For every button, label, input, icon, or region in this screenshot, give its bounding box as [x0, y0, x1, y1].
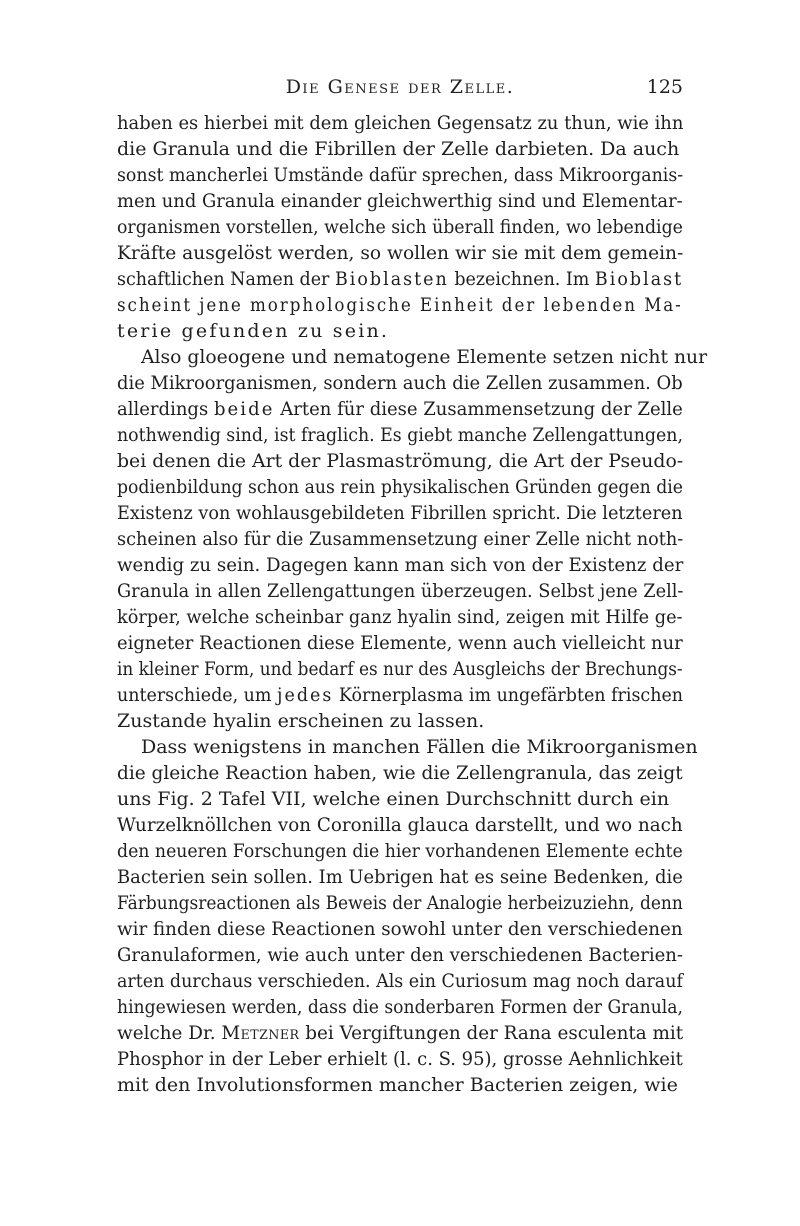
text-line: Wurzelknöllchen von Coronilla glauca darstellt, und wo nach [117, 814, 683, 836]
text-line: scheinen also für die Zusammensetzung einer Zelle nicht noth- [117, 528, 684, 550]
text-line: wendig zu sein. Dagegen kann man sich von der Existenz der [117, 554, 684, 576]
text-line: Zustande hyalin erscheinen zu lassen. [117, 710, 485, 732]
text-line: Phosphor in der Leber erhielt (l. c. S. 95), grosse Aehnlichkeit [117, 1048, 683, 1070]
text-line: die Granula und die Fibrillen der Zelle darbieten. Da auch [117, 138, 680, 160]
text-line: schaftlichen Namen der Bioblasten bezeichnen. Im Bioblast [117, 268, 684, 290]
text-line: nothwendig sind, ist fraglich. Es giebt manche Zellengattungen, [117, 424, 683, 446]
text-line: Bacterien sein sollen. Im Uebrigen hat es seine Bedenken, die [117, 866, 683, 888]
text-line: sonst mancherlei Umstände dafür sprechen, dass Mikroorganis- [117, 164, 684, 186]
spaced-term: beide [213, 398, 275, 420]
spaced-term: Bioblasten [334, 268, 449, 290]
author-name: Metzner [221, 1022, 300, 1044]
text-line: körper, welche scheinbar ganz hyalin sind, zeigen mit Hilfe ge- [117, 606, 683, 628]
text-line: unterschiede, um jedes Körnerplasma im ungefärbten frischen [117, 684, 684, 706]
paragraph-first-line: Dass wenigstens in manchen Fällen die Mikroorganismen [141, 736, 698, 758]
text-line: arten durchaus verschieden. Als ein Curiosum mag noch darauf [117, 970, 683, 992]
text-line: scheint jene morphologische Einheit der lebenden Ma- [117, 294, 683, 316]
text-line: mit den Involutionsformen mancher Bacterien zeigen, wie [117, 1074, 678, 1096]
text-line: uns Fig. 2 Tafel VII, welche einen Durchschnitt durch ein [117, 788, 670, 810]
text-line: Granulaformen, wie auch unter den verschiedenen Bacterien- [117, 944, 683, 966]
text-line: die gleiche Reaction haben, wie die Zellengranula, das zeigt [117, 762, 683, 784]
text-line: eigneter Reactionen diese Elemente, wenn auch vielleicht nur [117, 632, 683, 654]
text-line: allerdings beide Arten für diese Zusammensetzung der Zelle [117, 398, 683, 420]
text-line: Färbungsreactionen als Beweis der Analogie herbeizuziehn, denn [117, 892, 683, 914]
text-line: podienbildung schon aus rein physikalischen Gründen gegen die [117, 476, 683, 498]
text-line: hingewiesen werden, dass die sonderbaren Formen der Granula, [117, 996, 683, 1018]
text-line: bei denen die Art der Plasmaströmung, die Art der Pseudo- [117, 450, 684, 472]
text-line: welche Dr. Metzner bei Vergiftungen der Rana esculenta mit [117, 1022, 684, 1044]
text-line: Existenz von wohlausgebildeten Fibrillen spricht. Die letzteren [117, 502, 683, 524]
text-line: organismen vorstellen, welche sich überall finden, wo lebendige [117, 216, 683, 238]
text-line: die Mikroorganismen, sondern auch die Zellen zusammen. Ob [117, 372, 683, 394]
text-line: haben es hierbei mit dem gleichen Gegensatz zu thun, wie ihn [117, 112, 684, 134]
paragraph-first-line: Also gloeogene und nematogene Elemente setzen nicht nur [141, 346, 708, 368]
text-line: Kräfte ausgelöst werden, so wollen wir sie mit dem gemein- [117, 242, 684, 264]
running-title: Die Genese der Zelle. [285, 76, 515, 98]
text-line: wir finden diese Reactionen sowohl unter den verschiedenen [117, 918, 683, 940]
text-line: den neueren Forschungen die hier vorhandenen Elemente echte [117, 840, 683, 862]
spaced-term: jedes [277, 684, 334, 706]
text-line: Granula in allen Zellengattungen überzeugen. Selbst jene Zell- [117, 580, 684, 602]
text-line: terie gefunden zu sein. [117, 320, 390, 342]
spaced-term: Bioblast [594, 268, 684, 290]
page-number: 125 [646, 76, 683, 98]
text-line: men und Granula einander gleichwerthig sind und Elementar- [117, 190, 683, 212]
text-line: in kleiner Form, und bedarf es nur des Ausgleichs der Brechungs- [117, 658, 683, 680]
running-header [0, 76, 800, 102]
